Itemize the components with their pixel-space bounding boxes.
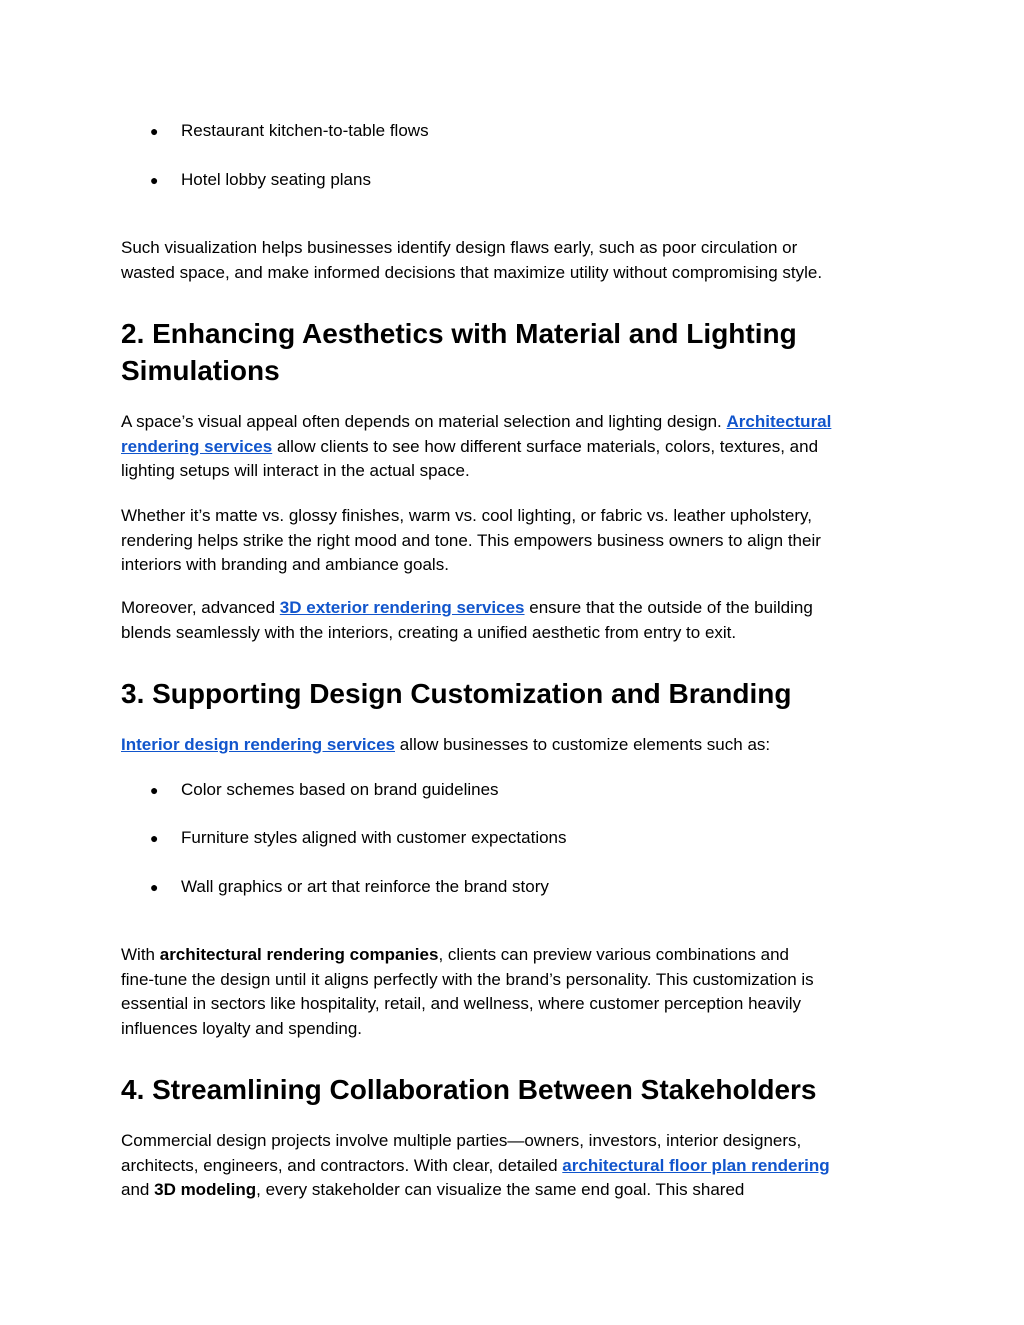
paragraph-exterior [121, 596, 911, 645]
architectural-rendering-link[interactable]: rendering services [121, 436, 273, 456]
heading-line: 4. Streamlining Collaboration Between Stakeholders [121, 1074, 817, 1105]
interior-rendering-link[interactable]: Interior design rendering services [121, 735, 395, 754]
paragraph-text: allow businesses to customize elements such as: [399, 735, 771, 754]
section-heading-2 [121, 315, 911, 389]
paragraph-line: Such visualization helps businesses identify design flaws early, such as poor circulation or [121, 238, 798, 257]
section-heading-3 [121, 675, 911, 712]
architectural-rendering-link[interactable]: Architectural [726, 412, 832, 431]
paragraph-line: blends seamlessly with the interiors, creating a unified aesthetic from entry to exit. [121, 622, 737, 642]
paragraph-text: and [121, 1180, 150, 1199]
paragraph-rendering-companies [121, 943, 911, 1041]
heading-line: 2. Enhancing Aesthetics with Material and Lighting [121, 318, 797, 349]
bullet-icon: ● [150, 782, 159, 798]
heading-line: 3. Supporting Design Customization and Branding [121, 678, 792, 709]
list-item-text: Restaurant kitchen-to-table flows [181, 121, 429, 140]
paragraph-line: rendering helps strike the right mood and tone. This empowers business owners to align their [121, 530, 821, 550]
paragraph-line: lighting setups will interact in the actual space. [121, 461, 470, 480]
bullet-icon: ● [150, 830, 159, 846]
paragraph-text: With [121, 945, 155, 964]
paragraph-customization-intro [121, 733, 911, 758]
paragraph-visualization [121, 236, 911, 285]
bullet-icon: ● [150, 123, 159, 139]
paragraph-text: A space’s visual appeal often depends on material selection and lighting design. [121, 412, 722, 431]
paragraph-text: allow clients to see how different surface materials, colors, textures, and [276, 436, 819, 456]
paragraph-text: ensure that the outside of the building [529, 598, 813, 617]
floor-plan-rendering-link[interactable]: architectural floor plan rendering [562, 1155, 830, 1175]
paragraph-text: , clients can preview various combinations and [438, 945, 790, 964]
paragraph-finishes [121, 504, 911, 578]
paragraph-line: Commercial design projects involve multiple parties—owners, investors, interior designers, [121, 1131, 802, 1150]
list-item-text: Hotel lobby seating plans [181, 170, 371, 189]
bold-term: architectural rendering companies [159, 945, 439, 964]
paragraph-line: essential in sectors like hospitality, retail, and wellness, where customer perception heavily [121, 994, 802, 1013]
list-item-text: Furniture styles aligned with customer expectations [181, 828, 567, 847]
bold-term: 3D modeling [154, 1180, 257, 1199]
paragraph-line: wasted space, and make informed decisions that maximize utility without compromising style. [121, 262, 823, 282]
paragraph-text: , every stakeholder can visualize the same end goal. This shared [256, 1180, 745, 1199]
paragraph-text: architects, engineers, and contractors. With clear, detailed [121, 1155, 558, 1175]
list-item-text: Color schemes based on brand guidelines [181, 780, 499, 799]
section-heading-4 [121, 1071, 911, 1108]
paragraph-line: influences loyalty and spending. [121, 1018, 362, 1038]
paragraph-line: Whether it’s matte vs. glossy finishes, warm vs. cool lighting, or fabric vs. leather upholstery, [121, 506, 812, 525]
paragraph-text: Moreover, advanced [121, 598, 276, 617]
bullet-icon: ● [150, 879, 159, 895]
paragraph-line: fine-tune the design until it aligns perfectly with the brand’s personality. This customization is [121, 969, 814, 989]
paragraph-material-lighting [121, 410, 911, 484]
bullet-icon: ● [150, 172, 159, 188]
paragraph-collaboration [121, 1129, 911, 1203]
exterior-rendering-link[interactable]: 3D exterior rendering services [279, 598, 525, 617]
paragraph-line: interiors with branding and ambiance goals. [121, 555, 449, 574]
heading-line: Simulations [121, 355, 280, 386]
list-item-text: Wall graphics or art that reinforce the brand story [181, 877, 549, 896]
